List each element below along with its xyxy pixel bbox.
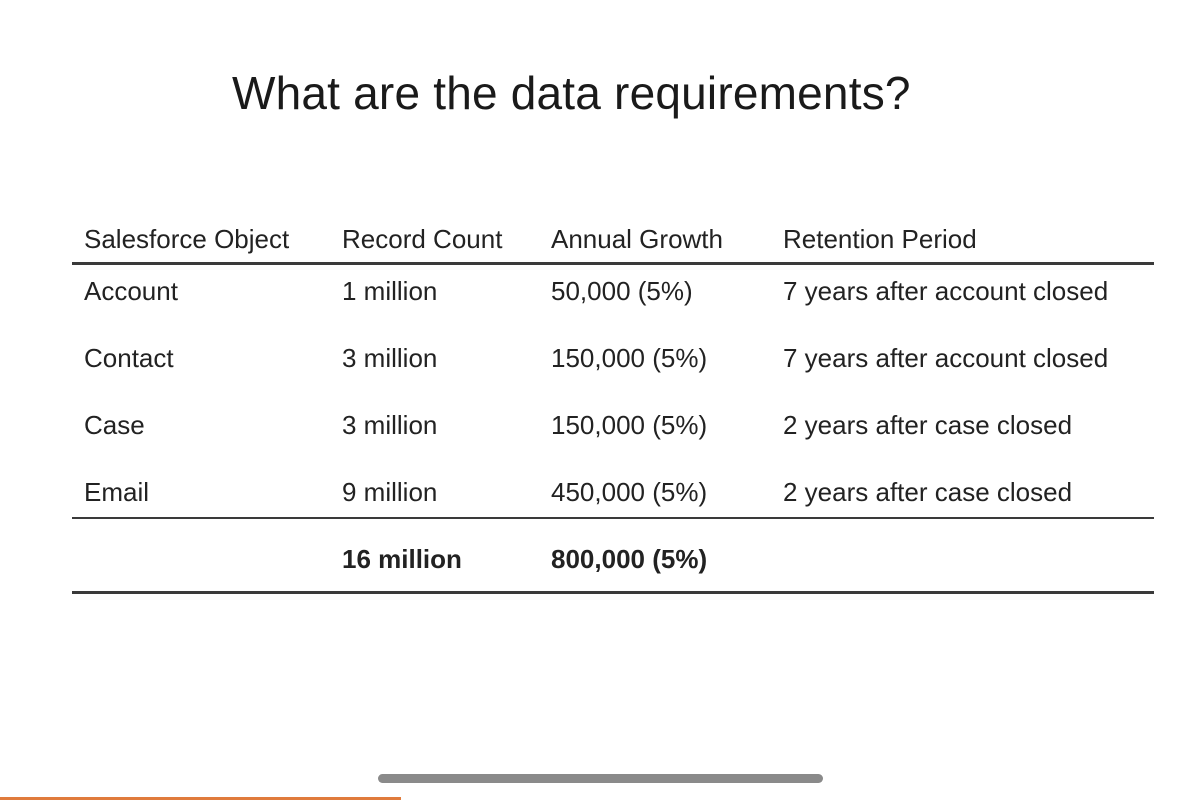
table-cell-record-count: 3 million [342, 410, 438, 440]
horizontal-scrollbar[interactable] [378, 774, 823, 783]
column-header-salesforce-object: Salesforce Object [84, 224, 290, 254]
slide-title: What are the data requirements? [232, 67, 911, 119]
table-cell-object: Case [84, 410, 145, 440]
table-cell-object: Email [84, 477, 150, 507]
total-annual-growth: 800,000 (5%) [551, 544, 708, 574]
table-cell-retention-period: 2 years after case closed [783, 410, 1073, 440]
table-cell-object: Contact [84, 343, 174, 373]
table-cell-record-count: 3 million [342, 343, 438, 373]
table-cell-annual-growth: 150,000 (5%) [551, 343, 708, 373]
table-cell-retention-period: 7 years after account closed [783, 276, 1109, 306]
table-cell-retention-period: 7 years after account closed [783, 343, 1109, 373]
table-bottom-rule [72, 591, 1154, 594]
column-header-annual-growth: Annual Growth [551, 224, 723, 254]
table-cell-retention-period: 2 years after case closed [783, 477, 1073, 507]
total-divider [72, 517, 1154, 519]
column-header-record-count: Record Count [342, 224, 503, 254]
table-cell-record-count: 1 million [342, 276, 438, 306]
table-cell-annual-growth: 50,000 (5%) [551, 276, 693, 306]
total-record-count: 16 million [342, 544, 462, 574]
table-cell-annual-growth: 450,000 (5%) [551, 477, 708, 507]
table-cell-object: Account [84, 276, 178, 306]
column-header-retention-period: Retention Period [783, 224, 977, 254]
table-cell-record-count: 9 million [342, 477, 438, 507]
header-divider [72, 262, 1154, 265]
table-cell-annual-growth: 150,000 (5%) [551, 410, 708, 440]
